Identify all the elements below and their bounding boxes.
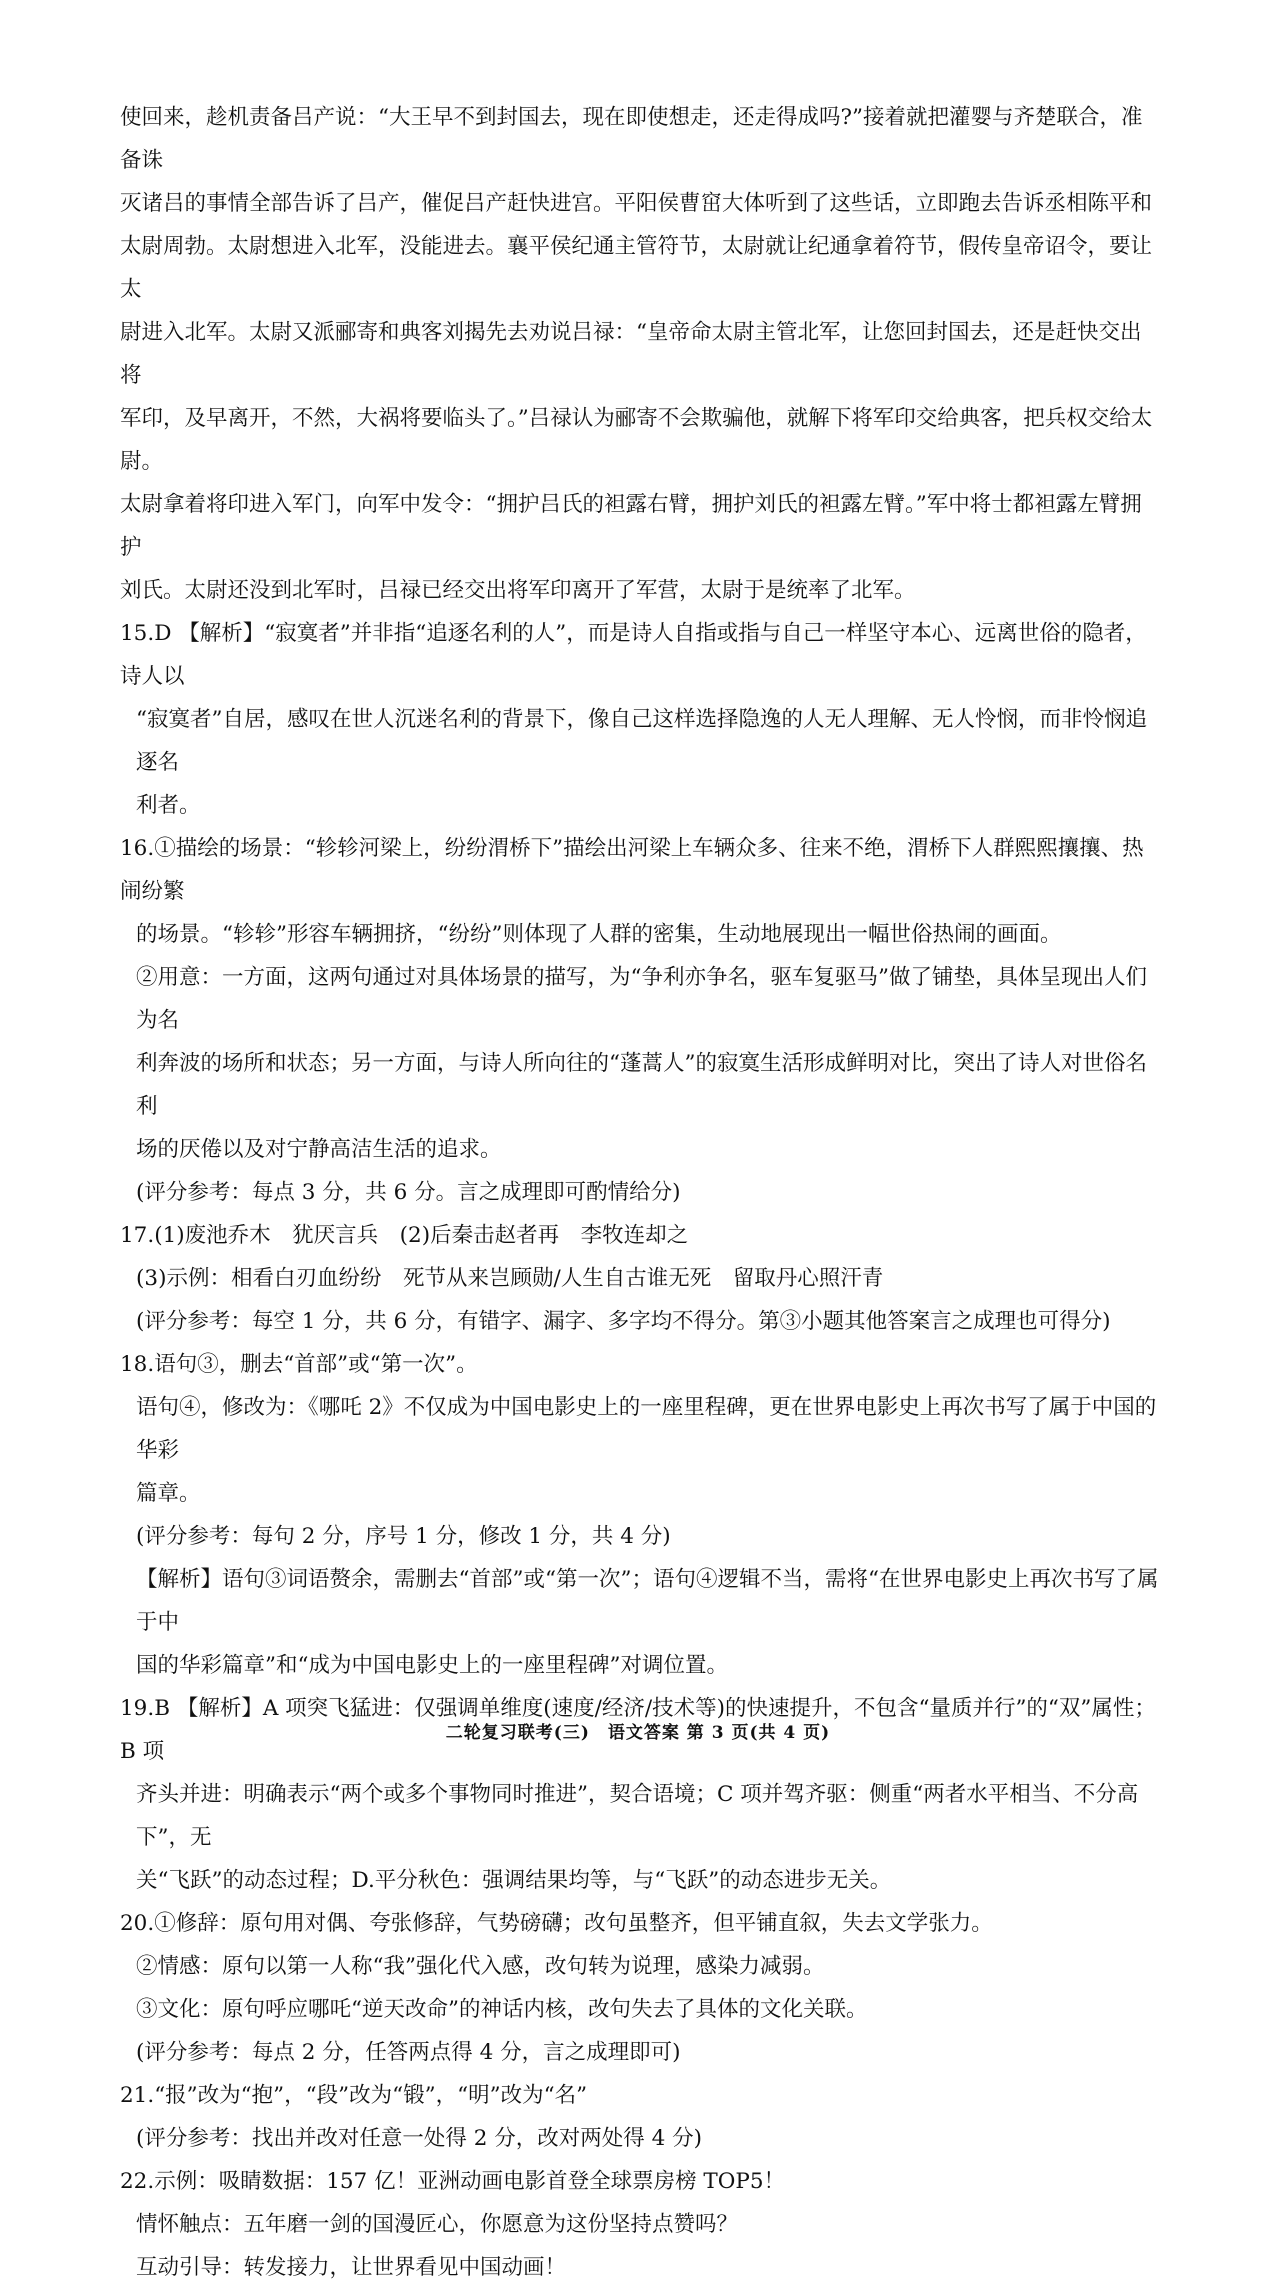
text-line: 灭诸吕的事情全部告诉了吕产，催促吕产赶快进宫。平阳侯曹窋大体听到了这些话，立即跑去告诉丞相陈平和 [120,191,1153,216]
translation-continuation [120,96,1160,612]
scoring-note: (评分参考：每空 1 分，共 6 分，有错字、漏字、多字均不得分。第③小题其他答案言之成理也可得分) [136,1309,1111,1334]
scoring-note: (评分参考：每句 2 分，序号 1 分，修改 1 分，共 4 分) [136,1524,671,1549]
answer-line: 场的厌倦以及对宁静高洁生活的追求。 [136,1137,502,1162]
analysis-line: 【解析】语句③词语赘余，需删去“首部”或“第一次”；语句④逻辑不当，需将“在世界电影史上再次书写了属于中 [136,1567,1159,1635]
answer-16 [120,827,1160,1214]
answer-line: ②用意：一方面，这两句通过对具体场景的描写，为“争利亦争名，驱车复驱马”做了铺垫，具体呈现出人们为名 [136,965,1147,1033]
answer-line: 篇章。 [136,1481,201,1506]
page-footer: 二轮复习联考(三) 语文答案 第 3 页(共 4 页) [445,1723,831,1743]
scoring-note: (评分参考：每点 2 分，任答两点得 4 分，言之成理即可) [136,2040,681,2065]
answer-line: 利奔波的场所和状态；另一方面，与诗人所向往的“蓬蒿人”的寂寞生活形成鲜明对比，突出了诗人对世俗名利 [136,1051,1147,1119]
text-line: 刘氏。太尉还没到北军时，吕禄已经交出将军印离开了军营，太尉于是统率了北军。 [120,578,916,603]
answer-17 [120,1214,1160,1343]
answer-line: 19.B 【解析】A 项突飞猛进：仅强调单维度(速度/经济/技术等)的快速提升，不包含“量质并行”的“双”属性；B 项 [120,1696,1156,1764]
answer-line: 18.语句③，删去“首部”或“第一次”。 [120,1352,478,1377]
text-line: 军印，及早离开，不然，大祸将要临头了。”吕禄认为郦寄不会欺骗他，就解下将军印交给典客，把兵权交给太尉。 [120,406,1153,474]
answer-line: 的场景。“轸轸”形容车辆拥挤，“纷纷”则体现了人群的密集，生动地展现出一幅世俗热闹的画面。 [136,922,1062,947]
page-content [120,96,1160,2289]
answer-line: 互动引导：转发接力，让世界看见中国动画！ [136,2255,567,2280]
answer-line: 语句④，修改为：《哪吒 2》不仅成为中国电影史上的一座里程碑，更在世界电影史上再次书写了属于中国的华彩 [136,1395,1157,1463]
answer-line: “寂寞者”自居，感叹在世人沉迷名利的背景下，像自己这样选择隐逸的人无人理解、无人怜悯，而非怜悯追逐名 [136,707,1147,775]
text-line: 太尉周勃。太尉想进入北军，没能进去。襄平侯纪通主管符节，太尉就让纪通拿着符节，假传皇帝诏令，要让太 [120,234,1153,302]
answer-line: 情怀触点：五年磨一剑的国漫匠心，你愿意为这份坚持点赞吗？ [136,2212,739,2237]
answer-line: 15.D 【解析】“寂寞者”并非指“追逐名利的人”，而是诗人自指或指与自己一样坚守本心、远离世俗的隐者，诗人以 [120,621,1147,689]
answer-line: (3)示例：相看白刃血纷纷 死节从来岂顾勋/人生自古谁无死 留取丹心照汗青 [136,1266,884,1291]
answer-line: 21.“报”改为“抱”，“段”改为“锻”，“明”改为“名” [120,2083,588,2108]
answer-line: 利者。 [136,793,201,818]
answer-line: 17.(1)废池乔木 犹厌言兵 (2)后秦击赵者再 李牧连却之 [120,1223,689,1248]
scoring-note: (评分参考：每点 3 分，共 6 分。言之成理即可酌情给分) [136,1180,681,1205]
answer-line: 22.示例：吸睛数据：157 亿！亚洲动画电影首登全球票房榜 TOP5！ [120,2169,786,2194]
answer-line: 关“飞跃”的动态过程；D.平分秋色：强调结果均等，与“飞跃”的动态进步无关。 [136,1868,892,1893]
text-line: 使回来，趁机责备吕产说：“大王早不到封国去，现在即使想走，还走得成吗?”接着就把灌婴与齐楚联合，准备诛 [120,105,1143,173]
text-line: 尉进入北军。太尉又派郦寄和典客刘揭先去劝说吕禄：“皇帝命太尉主管北军，让您回封国去，还是赶快交出将 [120,320,1142,388]
answer-line: ③文化：原句呼应哪吒“逆天改命”的神话内核，改句失去了具体的文化关联。 [136,1997,868,2022]
answer-22 [120,2160,1160,2289]
answer-20 [120,1902,1160,2074]
answer-line: 20.①修辞：原句用对偶、夸张修辞，气势磅礴；改句虽整齐，但平铺直叙，失去文学张力。 [120,1911,993,1936]
scoring-note: (评分参考：找出并改对任意一处得 2 分，改对两处得 4 分) [136,2126,702,2151]
answer-line: 16.①描绘的场景：“轸轸河梁上，纷纷渭桥下”描绘出河梁上车辆众多、往来不绝，渭桥下人群熙熙攘攘、热闹纷繁 [120,836,1144,904]
answer-line: 齐头并进：明确表示“两个或多个事物同时推进”，契合语境；C 项并驾齐驱：侧重“两者水平相当、不分高下”，无 [136,1782,1139,1850]
answer-line: ②情感：原句以第一人称“我”强化代入感，改句转为说理，感染力减弱。 [136,1954,825,1979]
analysis-line: 国的华彩篇章”和“成为中国电影史上的一座里程碑”对调位置。 [136,1653,728,1678]
answer-21 [120,2074,1160,2160]
answer-18 [120,1343,1160,1687]
text-line: 太尉拿着将印进入军门，向军中发令：“拥护吕氏的袒露右臂，拥护刘氏的袒露左臂。”军中将士都袒露左臂拥护 [120,492,1142,560]
answer-15 [120,612,1160,827]
